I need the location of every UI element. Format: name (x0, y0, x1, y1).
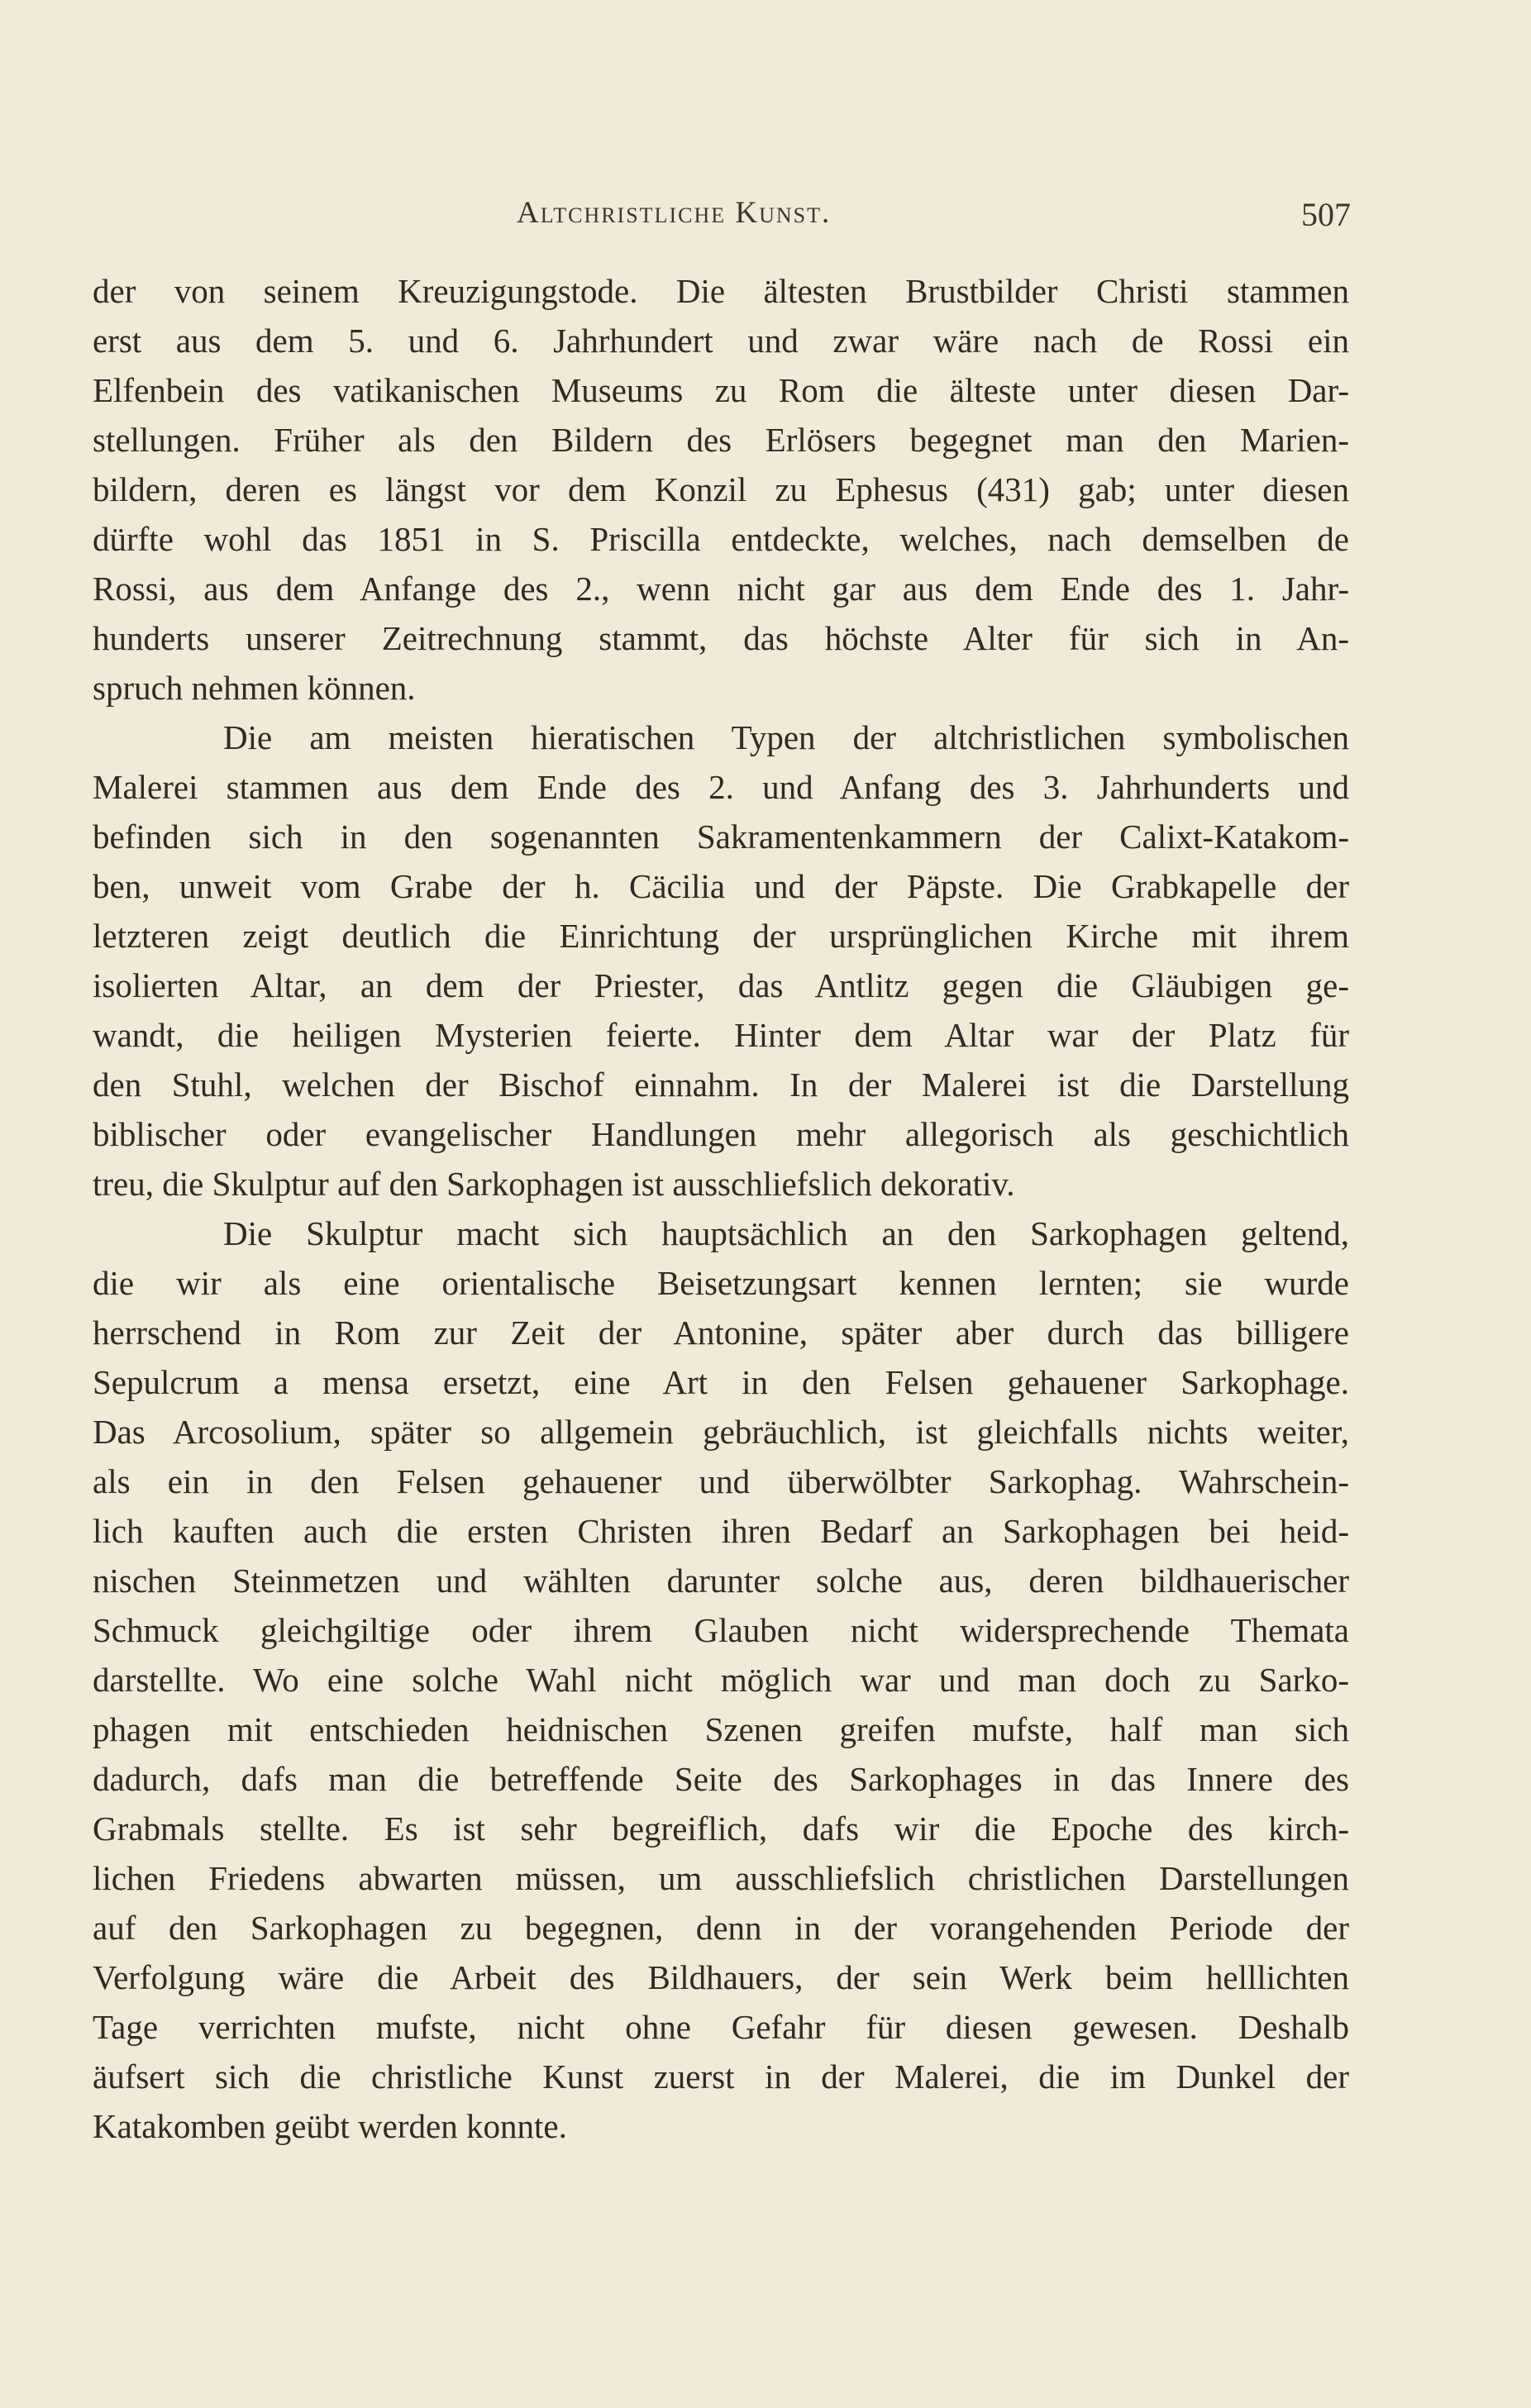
running-title: Altchristliche Kunst. (517, 196, 832, 230)
page-header (0, 195, 1531, 236)
text-line: befinden sich in den sogenannten Sakramentenkammern der Calixt-Katakom- (93, 818, 1349, 856)
paragraph-first-line: Die Skulptur macht sich hauptsächlich an den Sarkophagen geltend, (223, 1214, 1349, 1252)
text-line: dadurch, dafs man die betreffende Seite des Sarkophages in das Innere des (93, 1760, 1349, 1798)
text-line: lich kauften auch die ersten Christen ihren Bedarf an Sarkophagen bei heid- (93, 1512, 1349, 1550)
text-line: ben, unweit vom Grabe der h. Cäcilia und der Päpste. Die Grabkapelle der (93, 867, 1349, 905)
text-line: Tage verrichten mufste, nicht ohne Gefahr für diesen gewesen. Deshalb (93, 2008, 1349, 2046)
text-line: hunderts unserer Zeitrechnung stammt, das höchste Alter für sich in An- (93, 619, 1349, 657)
text-line: dürfte wohl das 1851 in S. Priscilla entdeckte, welches, nach demselben de (93, 520, 1349, 558)
text-line: nischen Steinmetzen und wählten darunter solche aus, deren bildhauerischer (93, 1562, 1349, 1600)
text-line: Rossi, aus dem Anfange des 2., wenn nicht gar aus dem Ende des 1. Jahr- (93, 570, 1349, 608)
text-line: Schmuck gleichgiltige oder ihrem Glauben nicht widersprechende Themata (93, 1611, 1349, 1649)
text-line: bildern, deren es längst vor dem Konzil zu Ephesus (431) gab; unter diesen (93, 470, 1349, 508)
text-line: auf den Sarkophagen zu begegnen, denn in der vorangehenden Periode der (93, 1909, 1349, 1947)
text-line: Katakomben geübt werden konnte. (93, 2107, 567, 2145)
text-line: Sepulcrum a mensa ersetzt, eine Art in den Felsen gehauener Sarkophage. (93, 1363, 1349, 1401)
text-line: die wir als eine orientalische Beisetzungsart kennen lernten; sie wurde (93, 1264, 1349, 1302)
text-line: Malerei stammen aus dem Ende des 2. und Anfang des 3. Jahrhunderts und (93, 768, 1349, 806)
text-line: Elfenbein des vatikanischen Museums zu Rom die älteste unter diesen Dar- (93, 371, 1349, 409)
text-line: äufsert sich die christliche Kunst zuerst in der Malerei, die im Dunkel der (93, 2058, 1349, 2096)
text-line: isolierten Altar, an dem der Priester, das Antlitz gegen die Gläubigen ge- (93, 966, 1349, 1004)
page-number: 507 (1301, 196, 1351, 233)
text-line: Das Arcosolium, später so allgemein gebräuchlich, ist gleichfalls nichts weiter, (93, 1413, 1349, 1451)
body-text (93, 266, 1349, 2151)
text-line: stellungen. Früher als den Bildern des Erlösers begegnet man den Marien- (93, 421, 1349, 459)
text-line: Verfolgung wäre die Arbeit des Bildhauers, der sein Werk beim helllichten (93, 1958, 1349, 1996)
text-line: wandt, die heiligen Mysterien feierte. Hinter dem Altar war der Platz für (93, 1016, 1349, 1054)
text-line: lichen Friedens abwarten müssen, um ausschliefslich christlichen Darstellungen (93, 1859, 1349, 1897)
text-line: herrschend in Rom zur Zeit der Antonine, später aber durch das billigere (93, 1314, 1349, 1352)
text-line: letzteren zeigt deutlich die Einrichtung der ursprünglichen Kirche mit ihrem (93, 917, 1349, 955)
text-line: biblischer oder evangelischer Handlungen mehr allegorisch als geschichtlich (93, 1115, 1349, 1153)
paragraph-first-line: Die am meisten hieratischen Typen der altchristlichen symbolischen (223, 718, 1349, 756)
text-line: Grabmals stellte. Es ist sehr begreiflich, dafs wir die Epoche des kirch- (93, 1810, 1349, 1848)
text-line: den Stuhl, welchen der Bischof einnahm. In der Malerei ist die Darstellung (93, 1066, 1349, 1104)
text-line: phagen mit entschieden heidnischen Szenen greifen mufste, half man sich (93, 1710, 1349, 1748)
text-line: der von seinem Kreuzigungstode. Die ältesten Brustbilder Christi stammen (93, 272, 1349, 310)
text-line: erst aus dem 5. und 6. Jahrhundert und zwar wäre nach de Rossi ein (93, 322, 1349, 360)
text-line: spruch nehmen können. (93, 669, 416, 707)
text-line: darstellte. Wo eine solche Wahl nicht möglich war und man doch zu Sarko- (93, 1661, 1349, 1699)
text-line: als ein in den Felsen gehauener und überwölbter Sarkophag. Wahrschein- (93, 1462, 1349, 1500)
text-line: treu, die Skulptur auf den Sarkophagen ist ausschliefslich dekorativ. (93, 1165, 1015, 1203)
